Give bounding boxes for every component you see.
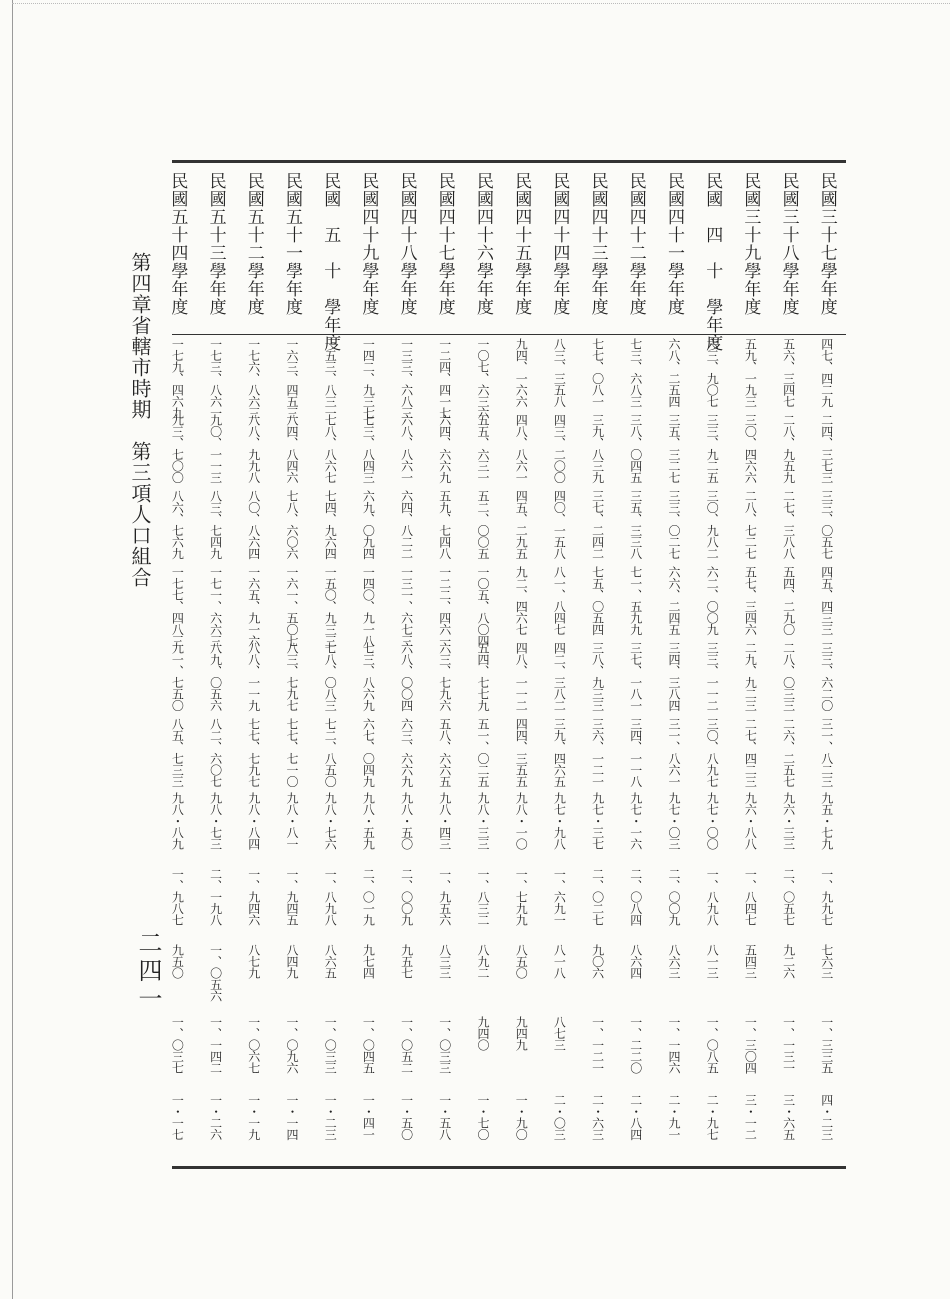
table-cell: 三一、八六一 [667, 718, 681, 787]
table-cell: 九八・八一 [285, 792, 299, 850]
table-cell: 三七、二四二 [590, 490, 605, 559]
table-cell: 八三三 [437, 944, 452, 979]
table-cell: 八三、七九七 [285, 642, 299, 711]
table-cell: 一、〇八五 [705, 1016, 720, 1074]
table-cell: 二六、二五七 [781, 718, 796, 787]
table-cell: 二、〇一九 [361, 868, 376, 926]
table-cell: 一、一三一 [781, 1016, 796, 1074]
table-cell: 一、〇三三 [437, 1016, 452, 1074]
table-cell: 一七六、八六三 [246, 338, 261, 419]
table-cell: 一五〇、九三三 [323, 566, 338, 647]
table-cell: 四八、一一二 [514, 642, 529, 711]
table-column [655, 0, 693, 1299]
table-cell: 二四、三七三 [819, 414, 834, 483]
table-cell: 三八、〇四五 [628, 414, 643, 483]
row-label: 民國 五 十 學年度 [320, 172, 341, 352]
table-cell: 五二、〇〇五 [476, 490, 490, 559]
row-label: 民國四十八學年度 [396, 172, 417, 316]
table-cell: 一、〇六七 [246, 1016, 261, 1074]
table-cell: 八一、八四七 [552, 566, 567, 635]
table-cell: 八四九 [285, 944, 299, 979]
table-cell: 一、〇五六 [208, 944, 223, 1002]
row-label: 民國四十五學年度 [511, 172, 532, 316]
table-cell: 九五・七九 [819, 792, 834, 850]
table-column [502, 0, 540, 1299]
table-cell: 一、八九八 [323, 868, 338, 926]
table-cell: 三九、四六五 [552, 718, 567, 787]
table-cell: 三三、一一二 [705, 642, 720, 711]
table-cell: 一七三、八六一 [208, 338, 223, 419]
table-cell: 一・九〇 [514, 1094, 529, 1140]
row-label: 民國四十一學年度 [664, 172, 684, 316]
table-column [540, 0, 578, 1299]
table-cell: 九八・五〇 [399, 792, 414, 850]
chapter-heading: 第四章省轄市時期 第三項人口組合 [128, 252, 152, 588]
table-cell: 七三、八四三 [361, 414, 376, 483]
table-cell: 一二四、四一七 [437, 338, 452, 419]
table-cell: 八五〇 [514, 944, 529, 979]
row-label: 民國五十四學年度 [167, 172, 188, 316]
table-cell: 三・六五 [781, 1094, 796, 1140]
table-cell: 九二六 [781, 944, 796, 979]
table-cell: 一、一四二 [208, 1016, 223, 1074]
table-cell: 三〇、四六六 [743, 414, 758, 483]
table-cell: 一・一九 [246, 1094, 261, 1140]
table-cell: 九六・八八 [743, 792, 758, 850]
table-column [158, 0, 196, 1299]
table-cell: 六三、九〇七 [705, 338, 720, 407]
table-cell: 九七・九八 [552, 792, 567, 850]
table-cell: 三三、〇五七 [819, 490, 834, 559]
table-cell: 九〇、一一三 [208, 414, 223, 483]
table-cell: 二、〇〇九 [667, 868, 681, 926]
table-cell: 七七、七九七 [246, 718, 261, 787]
row-label: 民國三十八學年度 [778, 172, 799, 316]
table-cell: 一・一七 [170, 1094, 185, 1140]
table-cell: 七七、〇八一 [590, 338, 605, 407]
table-cell: 二・九一 [667, 1094, 681, 1140]
table-cell: 一七一、六六三 [208, 566, 223, 647]
table-cell: 一、〇九六 [285, 1016, 299, 1074]
table-cell: 二、一九八 [208, 868, 223, 926]
table-cell: 三・一二 [743, 1094, 758, 1140]
table-cell: 七四、九六四 [323, 490, 338, 559]
table-cell: 四五、二九五 [514, 490, 529, 559]
table-cell: 八二、六〇七 [208, 718, 223, 787]
table-cell: 一七九、四六九 [170, 338, 185, 419]
table-cell: 二八、〇三三 [781, 642, 796, 711]
row-label: 民國四十九學年度 [358, 172, 379, 316]
table-cell: 八六五 [323, 944, 338, 979]
row-label: 民國五十三學年度 [205, 172, 226, 316]
table-column [731, 0, 769, 1299]
table-column [235, 0, 273, 1299]
table-cell: 四三、二〇〇 [552, 414, 567, 483]
row-label: 民國四十六學年度 [473, 172, 493, 316]
row-label: 民國三十九學年度 [740, 172, 761, 316]
table-cell: 六七、〇四九 [361, 718, 376, 787]
table-cell: 一、一四六 [667, 1016, 681, 1074]
table-cell: 一六三、四五三 [285, 338, 299, 419]
table-cell: 九七・〇〇 [705, 792, 720, 850]
page-number: 二四一 [134, 930, 162, 1014]
table-cell: 八五、七三三 [170, 718, 185, 787]
table-cell: 六八、〇〇四 [399, 642, 414, 711]
table-cell: 二七、四二三 [743, 718, 758, 787]
table-cell: 八八、一一九 [246, 642, 261, 711]
table-cell: 一、〇三三 [323, 1016, 338, 1074]
table-cell: 八六三 [667, 944, 681, 979]
row-label: 民國四十三學年度 [587, 172, 608, 316]
table-cell: 九七四 [361, 944, 376, 979]
table-cell: 六三、七九六 [437, 642, 452, 711]
table-cell: 五九、七四八 [437, 490, 452, 559]
table-cell: 八三、七四九 [208, 490, 223, 559]
table-cell: 一、〇五二 [399, 1016, 414, 1074]
table-cell: 六九、〇九四 [361, 490, 376, 559]
table-column [388, 0, 426, 1299]
table-column [273, 0, 311, 1299]
table-cell: 一、九四六 [246, 868, 261, 926]
table-cell: 七六三 [819, 944, 834, 979]
table-cell: 六四、八二二 [399, 490, 414, 559]
table-cell: 一・七〇 [476, 1094, 490, 1140]
table-cell: 三九、八三九 [590, 414, 605, 483]
table-cell: 八八、九九八 [246, 414, 261, 483]
table-cell: 三一、八二三 [819, 718, 834, 787]
table-cell: 九八・七三 [208, 792, 223, 850]
table-cell: 八六、七六九 [170, 490, 185, 559]
table-cell: 一、三三五 [819, 1016, 834, 1074]
table-cell: 二八、九五九 [781, 414, 796, 483]
table-cell: 一四二、九三七 [361, 338, 376, 419]
table-cell: 七五、〇五四 [590, 566, 605, 635]
table-cell: 八九、〇五六 [208, 642, 223, 711]
table-cell: 一三三、六八三 [399, 338, 414, 419]
table-cell: 九八・八九 [170, 792, 185, 850]
table-cell: 八九二 [476, 944, 490, 979]
table-cell: 五八、六六五 [437, 718, 452, 787]
table-cell: 一、九八七 [170, 868, 185, 926]
table-cell: 九三、七〇〇 [170, 414, 185, 483]
table-column [426, 0, 464, 1299]
table-column [617, 0, 655, 1299]
table-cell: 九八・五九 [361, 792, 376, 850]
table-cell: 九七・一六 [628, 792, 643, 850]
table-cell: 四四、三五五 [514, 718, 529, 787]
table-cell: 三四、一一八 [628, 718, 643, 787]
table-column [464, 0, 502, 1299]
table-cell: 九四、一六六 [514, 338, 529, 407]
table-column [197, 0, 235, 1299]
table-cell: 一、〇四五 [361, 1016, 376, 1074]
table-cell: 五四、二九〇 [781, 566, 796, 635]
table-cell: 一六一、五〇七 [285, 566, 299, 647]
table-cell: 六八、八六一 [399, 414, 414, 483]
row-label: 民國四十四學年度 [549, 172, 570, 316]
table-cell: 一、八三二 [476, 868, 490, 926]
table-cell: 一四〇、九一八 [361, 566, 376, 647]
table-cell: 一三一、六七三 [399, 566, 414, 647]
table-cell: 九四九 [514, 1016, 529, 1051]
table-cell: 九一、七五〇 [170, 642, 185, 711]
table-cell: 五九、一九三 [743, 338, 758, 407]
table-cell: 一・五〇 [399, 1094, 414, 1140]
table-column [770, 0, 808, 1299]
table-cell: 八一三 [705, 944, 720, 979]
table-cell: 四八、八六一 [514, 414, 529, 483]
table-cell: 二・九七 [705, 1094, 720, 1140]
table-cell: 五四三 [743, 944, 758, 979]
table-cell: 二、〇五七 [781, 868, 796, 926]
table-cell: 七三、六八三 [628, 338, 643, 407]
table-cell: 三三、六二〇 [819, 642, 834, 711]
table-cell: 三五、三三八 [628, 490, 643, 559]
table-column [579, 0, 617, 1299]
table-cell: 六六、二四五 [667, 566, 681, 635]
table-cell: 七七、七一〇 [285, 718, 299, 787]
table-cell: 八六四 [628, 944, 643, 979]
table-cell: 二・六三 [590, 1094, 605, 1140]
table-cell: 八〇、八六四 [246, 490, 261, 559]
table-cell: 一、九四五 [285, 868, 299, 926]
table-cell: 六八、二五四 [667, 338, 681, 407]
table-cell: 二、〇二七 [590, 868, 605, 926]
table-column [311, 0, 349, 1299]
table-cell: 一二二、四六一 [437, 566, 452, 647]
table-cell: 五七、三四六 [743, 566, 758, 635]
table-cell: 一六五、九一六 [246, 566, 261, 647]
table-cell: 七八、六〇六 [285, 490, 299, 559]
table-cell: 七三、八六九 [361, 642, 376, 711]
table-cell: 九八・八四 [246, 792, 261, 850]
table-cell: 四二、三八二 [552, 642, 567, 711]
table-cell: 六四、六六九 [437, 414, 452, 483]
table-cell: 九五〇 [170, 944, 185, 979]
table-cell: 二七、三八八 [781, 490, 796, 559]
row-label: 民國 四 十 學年度 [702, 172, 723, 352]
table-column [808, 0, 846, 1299]
table-cell: 八七三 [552, 1016, 567, 1051]
table-cell: 二八、七二七 [743, 490, 758, 559]
table-cell: 九八・四三 [437, 792, 452, 850]
table-cell: 一、七九九 [514, 868, 529, 926]
table-cell: 一、三〇四 [743, 1016, 758, 1074]
table-cell: 三八、九三三 [590, 642, 605, 711]
table-cell: 一、六九一 [552, 868, 567, 926]
row-label: 民國五十一學年度 [282, 172, 302, 316]
table-cell: 四・二三 [819, 1094, 834, 1140]
row-label: 民國四十七學年度 [434, 172, 455, 316]
table-cell: 一七七、四八三 [170, 566, 185, 647]
table-cell: 一、九九七 [819, 868, 834, 926]
table-cell: 九八・七六 [323, 792, 338, 850]
row-label: 民國三十七學年度 [816, 172, 837, 316]
table-cell: 五四、七七九 [476, 642, 490, 711]
table-cell: 二、〇八四 [628, 868, 643, 926]
table-cell: 四〇、一五八 [552, 490, 567, 559]
table-column [349, 0, 387, 1299]
table-cell: 二・八四 [628, 1094, 643, 1140]
table-cell: 九四〇 [476, 1016, 490, 1051]
table-cell: 八三、三五八 [552, 338, 567, 407]
table-cell: 三三、九二五 [705, 414, 720, 483]
table-cell: 五五、六三一 [476, 414, 490, 483]
table-cell: 六三、六六九 [399, 718, 414, 787]
table-cell: 一五三、八三一 [323, 338, 338, 419]
table-cell: 五一、〇二五 [476, 718, 490, 787]
table-cell: 三六、一二一 [590, 718, 605, 787]
table-cell: 七二、八五〇 [323, 718, 338, 787]
table-cell: 一、一二一 [590, 1016, 605, 1074]
table-cell: 九七・三七 [590, 792, 605, 850]
table-cell: 一、九五六 [437, 868, 452, 926]
table-cell: 一・五八 [437, 1094, 452, 1140]
table-cell: 一〇七、六三六 [476, 338, 490, 419]
table-cell: 一、二二〇 [628, 1016, 643, 1074]
table-cell: 九〇六 [590, 944, 605, 979]
table-cell: 九八・一〇 [514, 792, 529, 850]
table-cell: 一・一四 [285, 1094, 299, 1140]
table-cell: 五六、三四七 [781, 338, 796, 407]
table-cell: 三七、一八一 [628, 642, 643, 711]
table-cell: 八七九 [246, 944, 261, 979]
table-cell: 一〇五、八〇四 [476, 566, 490, 647]
table-cell: 八一八 [552, 944, 567, 979]
table-cell: 一、八四七 [743, 868, 758, 926]
table-cell: 一・四一 [361, 1094, 376, 1140]
table-cell: 三三、〇二七 [667, 490, 681, 559]
table-cell: 四七、四二九 [819, 338, 834, 407]
table-cell: 四五、四三三 [819, 566, 834, 635]
table-cell: 九八・三三 [476, 792, 490, 850]
table-cell: 一・二六 [208, 1094, 223, 1140]
table-cell: 九五七 [399, 944, 414, 979]
table-cell: 三四、三八四 [667, 642, 681, 711]
table-cell: 八四、八四六 [285, 414, 299, 483]
table-cell: 七一、五九九 [628, 566, 643, 635]
table-cell: 七八、〇八三 [323, 642, 338, 711]
table-cell: 二、〇〇九 [399, 868, 414, 926]
table-cell: 三〇、八九七 [705, 718, 720, 787]
row-label: 民國五十二學年度 [243, 172, 264, 316]
table-cell: 一、八九八 [705, 868, 720, 926]
table-cell: 九六・三三 [781, 792, 796, 850]
table-cell: 三五、三二七 [667, 414, 681, 483]
table-cell: 一・二三 [323, 1094, 338, 1140]
table-cell: 九二、四六七 [514, 566, 529, 635]
table-cell: 九七・〇三 [667, 792, 681, 850]
table-cell: 三〇、九八二 [705, 490, 720, 559]
table-cell: 二九、九二三 [743, 642, 758, 711]
table-cell: 六二、〇〇九 [705, 566, 720, 635]
row-label: 民國四十二學年度 [625, 172, 646, 316]
table-cell: 二・〇三 [552, 1094, 567, 1140]
table-cell: 一、〇三七 [170, 1016, 185, 1074]
table-column [693, 0, 731, 1299]
table-cell: 七八、八六七 [323, 414, 338, 483]
